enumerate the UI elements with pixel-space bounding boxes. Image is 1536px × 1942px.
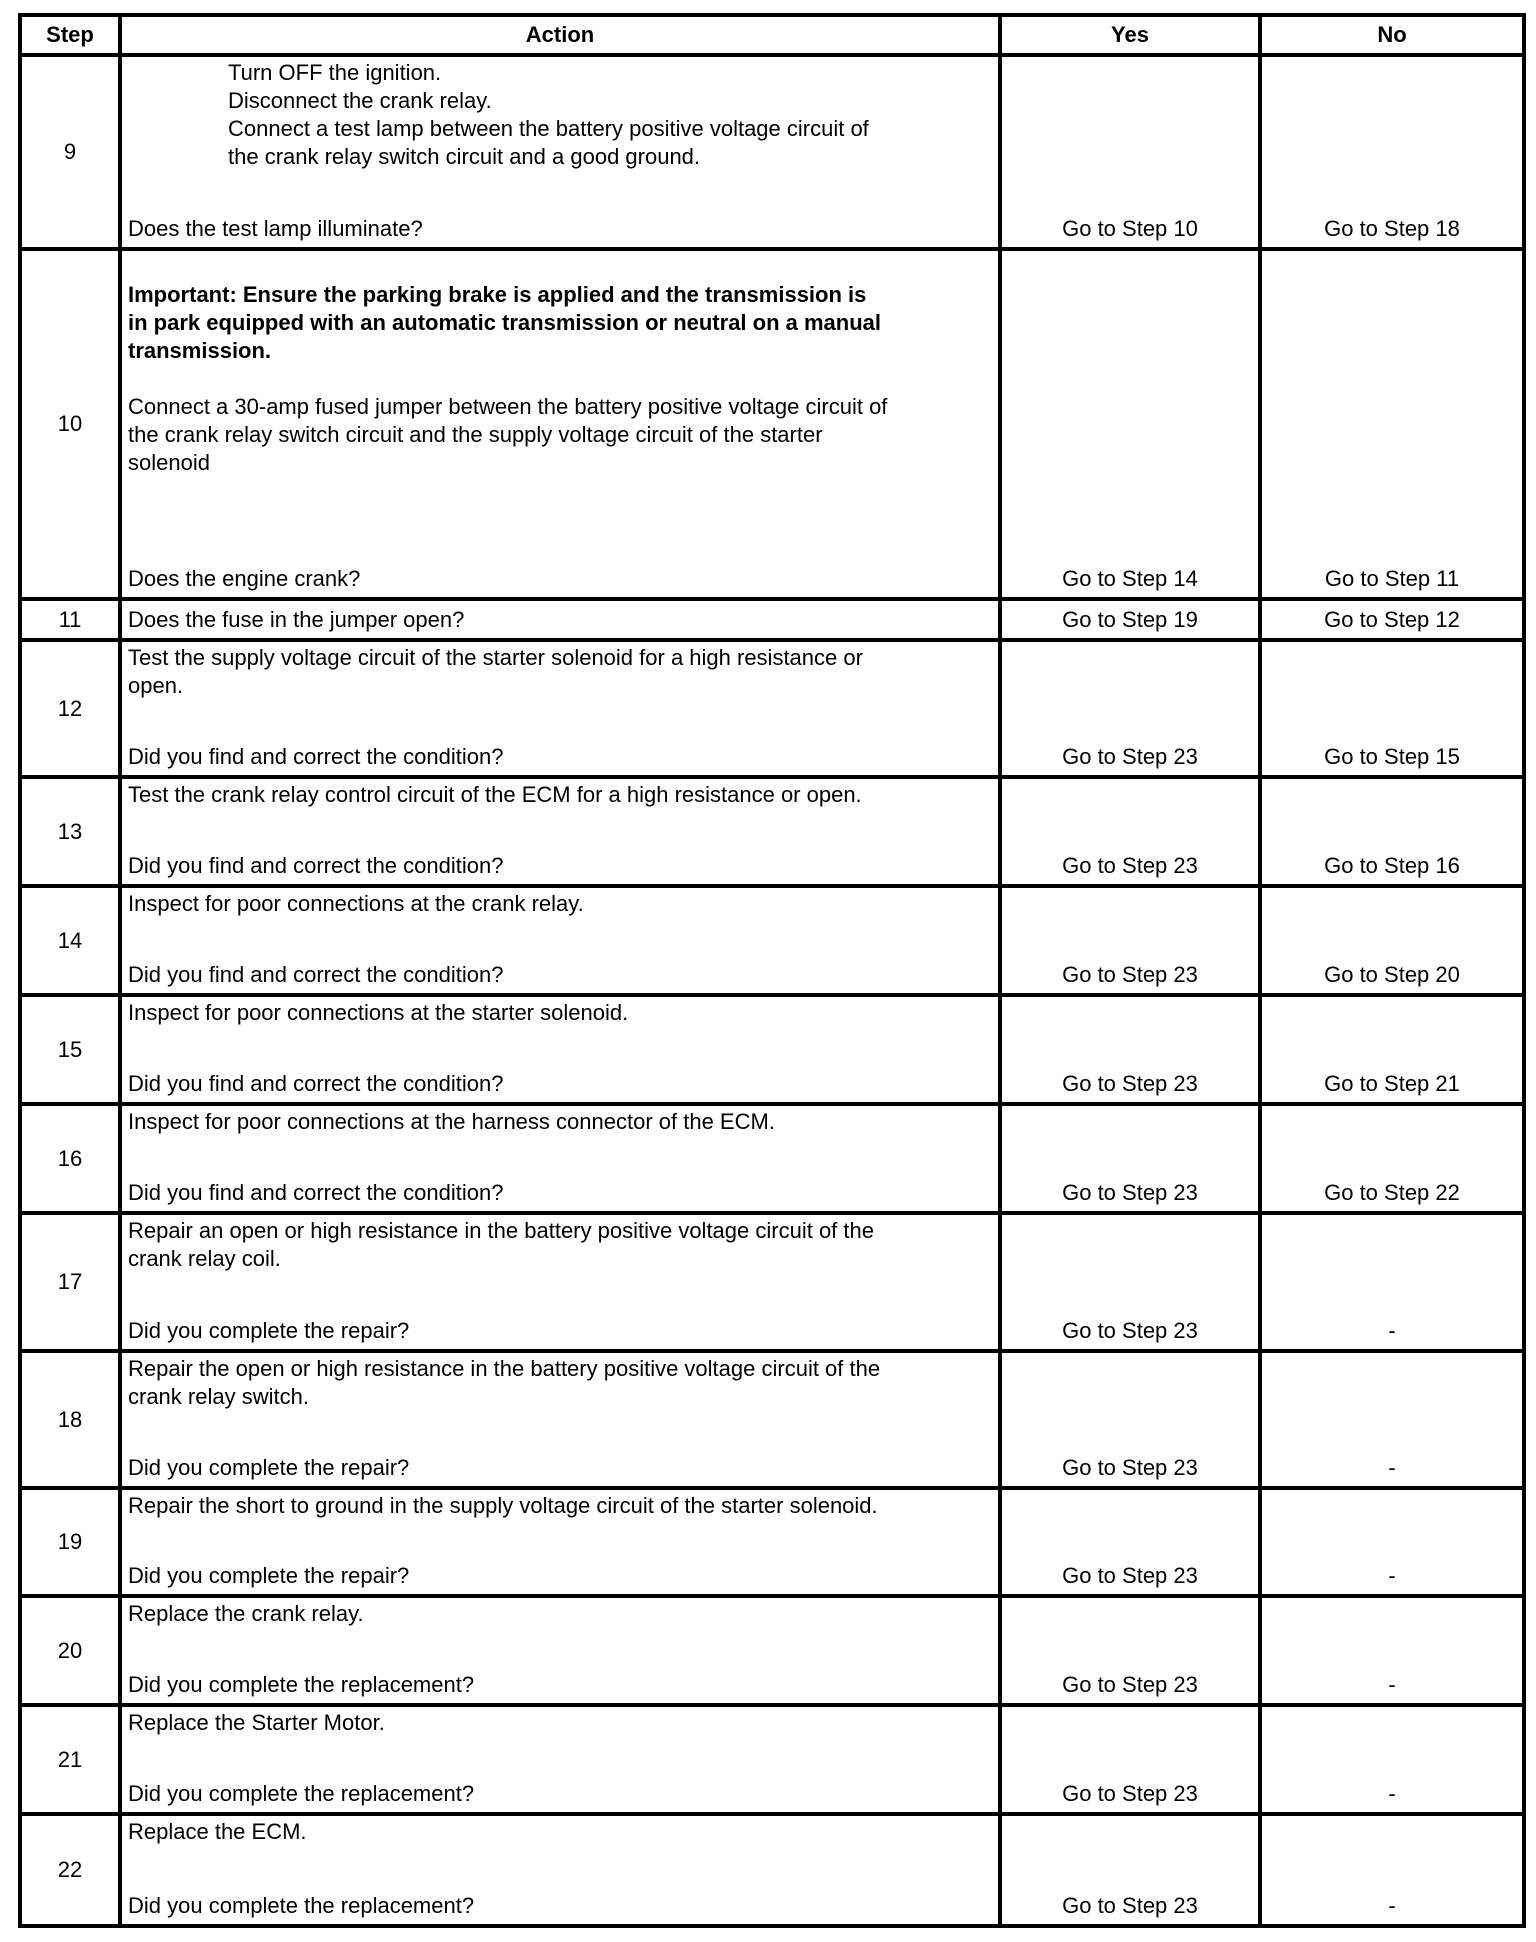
action-cell [120, 1596, 1000, 1705]
question-text: Did you find and correct the condition? [128, 853, 504, 878]
header-no: No [1260, 15, 1524, 55]
step-number: 11 [20, 599, 120, 640]
question-text: Does the fuse in the jumper open? [128, 607, 465, 632]
instruction-text: Inspect for poor connections at the crank relay. [128, 891, 584, 916]
table-row [20, 1596, 1524, 1705]
no-result: - [1260, 1213, 1524, 1351]
step-number: 14 [20, 886, 120, 995]
table-row [20, 1351, 1524, 1488]
yes-result: Go to Step 23 [1000, 1488, 1260, 1596]
yes-result: Go to Step 23 [1000, 777, 1260, 886]
yes-result: Go to Step 23 [1000, 1213, 1260, 1351]
question-text: Did you find and correct the condition? [128, 1180, 504, 1205]
table-row [20, 886, 1524, 995]
question-text: Did you find and correct the condition? [128, 962, 504, 987]
table-row [20, 1705, 1524, 1814]
yes-result: Go to Step 23 [1000, 886, 1260, 995]
yes-result: Go to Step 23 [1000, 1705, 1260, 1814]
instruction-text: Repair an open or high resistance in the battery positive voltage circuit of the crank relay coil. [128, 1218, 874, 1271]
table-row [20, 599, 1524, 640]
no-result: Go to Step 16 [1260, 777, 1524, 886]
yes-result: Go to Step 23 [1000, 1596, 1260, 1705]
action-cell [120, 55, 1000, 249]
header-row [20, 15, 1524, 55]
action-cell [120, 1488, 1000, 1596]
table-row [20, 1814, 1524, 1926]
table-row [20, 640, 1524, 777]
action-cell [120, 1351, 1000, 1488]
step-number: 10 [20, 249, 120, 599]
header-yes: Yes [1000, 15, 1260, 55]
instruction-text: Connect a 30-amp fused jumper between the battery positive voltage circuit of the crank relay switch circuit and the supply voltage circuit of the starter solenoid [128, 394, 888, 475]
yes-result: Go to Step 23 [1000, 1351, 1260, 1488]
step-number: 12 [20, 640, 120, 777]
question-text: Did you complete the repair? [128, 1563, 410, 1588]
question-text: Did you complete the repair? [128, 1455, 410, 1480]
table-row [20, 55, 1524, 249]
instruction-text: Test the supply voltage circuit of the starter solenoid for a high resistance or open. [128, 645, 863, 698]
step-number: 22 [20, 1814, 120, 1926]
yes-result: Go to Step 23 [1000, 995, 1260, 1104]
action-cell [120, 599, 1000, 640]
header-step: Step [20, 15, 120, 55]
important-note: Important: Ensure the parking brake is applied and the transmission is in park equipped with an automatic transmission or neutral on a manual transmission. [128, 282, 882, 363]
yes-result: Go to Step 10 [1000, 55, 1260, 249]
header-action: Action [120, 15, 1000, 55]
action-cell [120, 1705, 1000, 1814]
table-row [20, 1213, 1524, 1351]
no-result: Go to Step 11 [1260, 249, 1524, 599]
question-text: Did you find and correct the condition? [128, 1071, 504, 1096]
no-result: Go to Step 15 [1260, 640, 1524, 777]
no-result: - [1260, 1351, 1524, 1488]
no-result: - [1260, 1488, 1524, 1596]
instruction-text: Replace the ECM. [128, 1819, 307, 1844]
question-text: Did you complete the replacement? [128, 1672, 475, 1697]
step-number: 20 [20, 1596, 120, 1705]
no-result: - [1260, 1596, 1524, 1705]
action-cell [120, 1104, 1000, 1213]
diagnostic-table [18, 13, 1526, 1928]
action-cell [120, 886, 1000, 995]
instruction-text: Turn OFF the ignition. Disconnect the crank relay. Connect a test lamp between the battery positive voltage circuit of the crank relay switch circuit and a good ground. [228, 60, 869, 169]
action-cell [120, 640, 1000, 777]
question-text: Did you complete the replacement? [128, 1781, 475, 1806]
question-text: Did you complete the repair? [128, 1318, 410, 1343]
instruction-text: Repair the open or high resistance in the battery positive voltage circuit of the crank relay switch. [128, 1356, 881, 1409]
table-row [20, 249, 1524, 599]
step-number: 18 [20, 1351, 120, 1488]
yes-result: Go to Step 14 [1000, 249, 1260, 599]
step-number: 21 [20, 1705, 120, 1814]
action-cell [120, 995, 1000, 1104]
step-number: 15 [20, 995, 120, 1104]
question-text: Did you complete the replacement? [128, 1893, 475, 1918]
table-row [20, 1488, 1524, 1596]
instruction-text: Repair the short to ground in the supply voltage circuit of the starter solenoid. [128, 1493, 878, 1518]
no-result: Go to Step 21 [1260, 995, 1524, 1104]
step-number: 16 [20, 1104, 120, 1213]
instruction-text: Replace the crank relay. [128, 1601, 364, 1626]
no-result: Go to Step 18 [1260, 55, 1524, 249]
no-result: Go to Step 12 [1260, 599, 1524, 640]
no-result: - [1260, 1814, 1524, 1926]
yes-result: Go to Step 23 [1000, 1104, 1260, 1213]
action-cell [120, 777, 1000, 886]
question-text: Did you find and correct the condition? [128, 744, 504, 769]
action-cell [120, 249, 1000, 599]
instruction-text: Test the crank relay control circuit of the ECM for a high resistance or open. [128, 782, 862, 807]
question-text: Does the engine crank? [128, 566, 361, 591]
yes-result: Go to Step 23 [1000, 640, 1260, 777]
step-number: 17 [20, 1213, 120, 1351]
no-result: - [1260, 1705, 1524, 1814]
no-result: Go to Step 20 [1260, 886, 1524, 995]
instruction-text: Replace the Starter Motor. [128, 1710, 385, 1735]
question-text: Does the test lamp illuminate? [128, 216, 423, 241]
table-row [20, 1104, 1524, 1213]
instruction-text: Inspect for poor connections at the harness connector of the ECM. [128, 1109, 775, 1134]
table-row [20, 995, 1524, 1104]
step-number: 9 [20, 55, 120, 249]
step-number: 19 [20, 1488, 120, 1596]
action-cell [120, 1814, 1000, 1926]
action-cell [120, 1213, 1000, 1351]
step-number: 13 [20, 777, 120, 886]
table-row [20, 777, 1524, 886]
instruction-text: Inspect for poor connections at the starter solenoid. [128, 1000, 629, 1025]
yes-result: Go to Step 19 [1000, 599, 1260, 640]
no-result: Go to Step 22 [1260, 1104, 1524, 1213]
yes-result: Go to Step 23 [1000, 1814, 1260, 1926]
